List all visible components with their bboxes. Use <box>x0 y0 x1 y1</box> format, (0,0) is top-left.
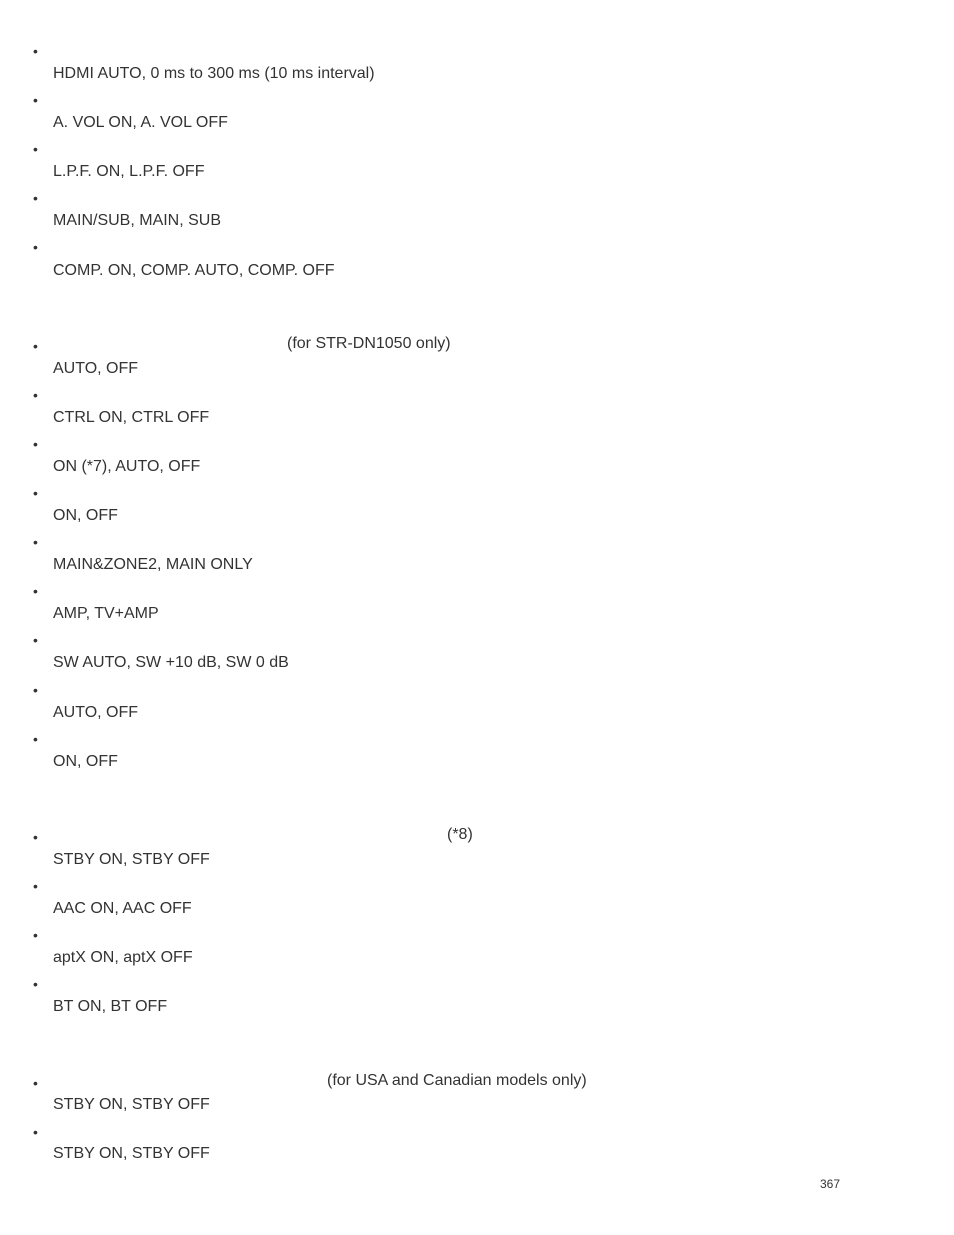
setting-values: HDMI AUTO, 0 ms to 300 ms (10 ms interval) <box>53 65 375 82</box>
setting-values: BT ON, BT OFF <box>53 998 168 1015</box>
setting-values: ON (*7), AUTO, OFF <box>53 458 201 475</box>
setting-values: MAIN/SUB, MAIN, SUB <box>53 212 222 229</box>
setting-values: SW AUTO, SW +10 dB, SW 0 dB <box>53 654 289 671</box>
setting-values: AMP, TV+AMP <box>53 605 159 622</box>
model-note: (for USA and Canadian models only) <box>327 1072 587 1089</box>
setting-values: AUTO, OFF <box>53 360 139 377</box>
setting-values: MAIN&ZONE2, MAIN ONLY <box>53 556 253 573</box>
setting-values: COMP. ON, COMP. AUTO, COMP. OFF <box>53 262 335 279</box>
setting-values: L.P.F. ON, L.P.F. OFF <box>53 163 205 180</box>
bullet-icon: • <box>33 141 38 157</box>
footnote-ref: (*8) <box>447 826 473 843</box>
setting-values: STBY ON, STBY OFF <box>53 1145 210 1162</box>
bullet-icon: • <box>33 583 38 599</box>
bullet-icon: • <box>33 387 38 403</box>
bullet-icon: • <box>33 878 38 894</box>
bullet-icon: • <box>33 534 38 550</box>
bullet-icon: • <box>33 239 38 255</box>
setting-values: ON, OFF <box>53 753 118 770</box>
setting-values: aptX ON, aptX OFF <box>53 949 193 966</box>
setting-values: AAC ON, AAC OFF <box>53 900 192 917</box>
bullet-icon: • <box>33 190 38 206</box>
bullet-icon: • <box>33 92 38 108</box>
setting-values: STBY ON, STBY OFF <box>53 851 210 868</box>
setting-values: ON, OFF <box>53 507 118 524</box>
setting-values: STBY ON, STBY OFF <box>53 1096 210 1113</box>
page-number: 367 <box>820 1177 841 1191</box>
bullet-icon: • <box>33 1075 38 1091</box>
bullet-icon: • <box>33 485 38 501</box>
bullet-icon: • <box>33 436 38 452</box>
bullet-icon: • <box>33 976 38 992</box>
setting-values: A. VOL ON, A. VOL OFF <box>53 114 228 131</box>
model-note: (for STR-DN1050 only) <box>287 335 451 352</box>
bullet-icon: • <box>33 829 38 845</box>
bullet-icon: • <box>33 1124 38 1140</box>
bullet-icon: • <box>33 682 38 698</box>
bullet-icon: • <box>33 731 38 747</box>
bullet-icon: • <box>33 632 38 648</box>
bullet-icon: • <box>33 43 38 59</box>
bullet-icon: • <box>33 338 38 354</box>
bullet-icon: • <box>33 927 38 943</box>
setting-values: CTRL ON, CTRL OFF <box>53 409 210 426</box>
setting-values: AUTO, OFF <box>53 704 139 721</box>
